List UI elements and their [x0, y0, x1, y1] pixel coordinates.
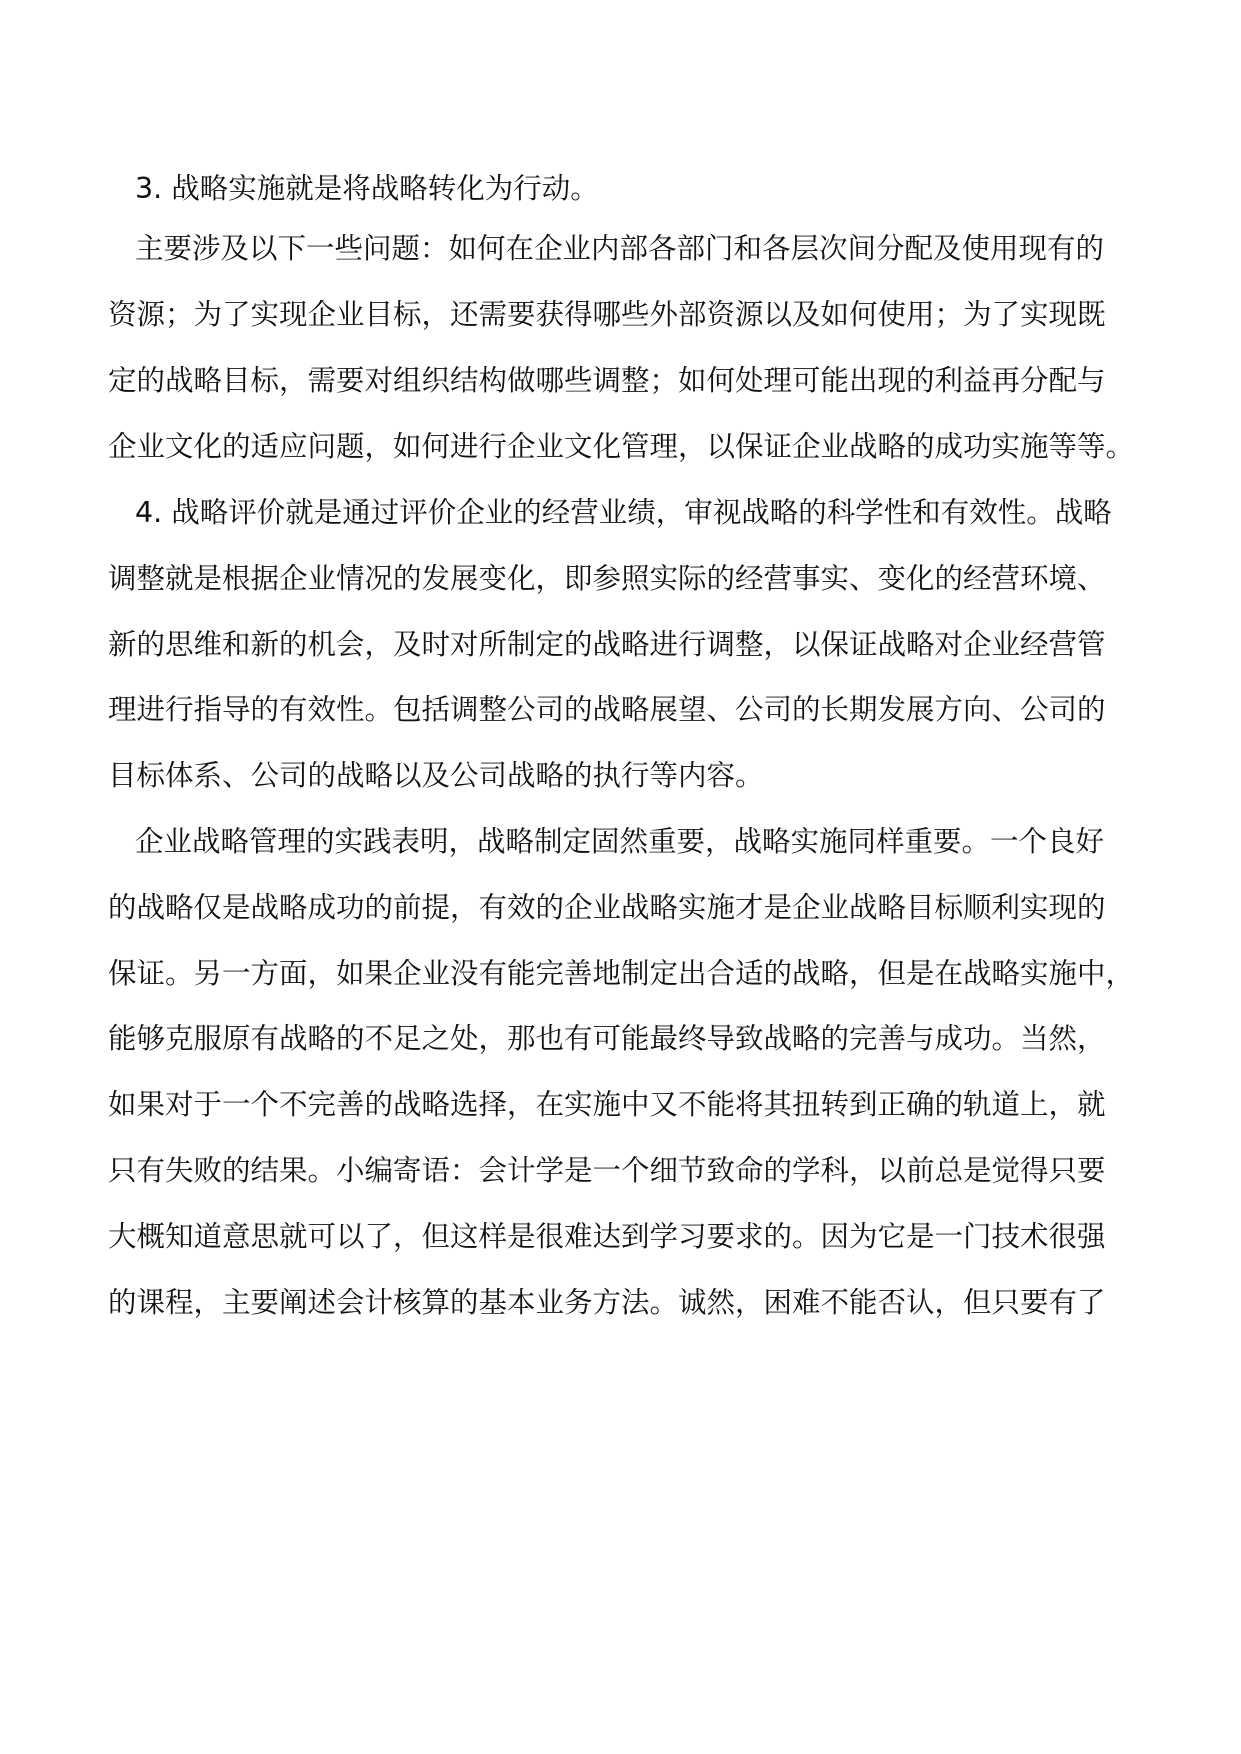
text-line-13: 保证。另一方面，如果企业没有能完善地制定出合适的战略，但是在战略实施中， — [108, 957, 1135, 990]
text-line-16: 只有失败的结果。小编寄语：会计学是一个细节致命的学科，以前总是觉得只要 — [108, 1154, 1106, 1187]
text-line-1: 3. 战略实施就是将战略转化为行动。 — [135, 172, 599, 205]
text-line-12: 的战略仅是战略成功的前提，有效的企业战略实施才是企业战略目标顺利实现的 — [108, 891, 1106, 924]
text-line-7: 调整就是根据企业情况的发展变化，即参照实际的经营事实、变化的经营环境、 — [108, 562, 1106, 595]
text-line-10: 目标体系、公司的战略以及公司战略的执行等内容。 — [108, 759, 764, 792]
text-line-4: 定的战略目标，需要对组织结构做哪些调整；如何处理可能出现的利益再分配与 — [108, 364, 1106, 397]
text-line-15: 如果对于一个不完善的战略选择，在实施中又不能将其扭转到正确的轨道上，就 — [108, 1088, 1106, 1121]
text-line-3: 资源；为了实现企业目标，还需要获得哪些外部资源以及如何使用；为了实现既 — [108, 298, 1106, 331]
text-line-8: 新的思维和新的机会，及时对所制定的战略进行调整，以保证战略对企业经营管 — [108, 628, 1106, 661]
text-line-5: 企业文化的适应问题，如何进行企业文化管理，以保证企业战略的成功实施等等。 — [108, 430, 1135, 463]
text-line-11: 企业战略管理的实践表明，战略制定固然重要，战略实施同样重要。一个良好 — [135, 825, 1105, 858]
text-line-6: 4. 战略评价就是通过评价企业的经营业绩，审视战略的科学性和有效性。战略 — [135, 496, 1112, 529]
text-line-14: 能够克服原有战略的不足之处，那也有可能最终导致战略的完善与成功。当然， — [108, 1022, 1106, 1055]
text-line-18: 的课程，主要阐述会计核算的基本业务方法。诚然，困难不能否认，但只要有了 — [108, 1286, 1106, 1319]
text-line-9: 理进行指导的有效性。包括调整公司的战略展望、公司的长期发展方向、公司的 — [108, 693, 1106, 726]
text-line-2: 主要涉及以下一些问题：如何在企业内部各部门和各层次间分配及使用现有的 — [135, 232, 1105, 265]
text-line-17: 大概知道意思就可以了，但这样是很难达到学习要求的。因为它是一门技术很强 — [108, 1220, 1106, 1253]
